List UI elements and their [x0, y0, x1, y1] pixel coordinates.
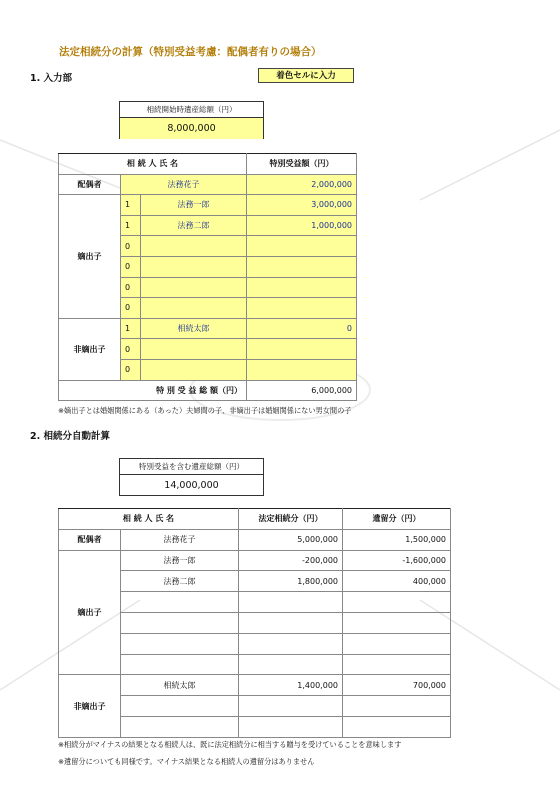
legit-flag-input[interactable]: 1 [121, 215, 141, 236]
estate-start-label: 相続開始時遺産総額（円） [120, 102, 263, 118]
illegit-amount-input[interactable] [247, 339, 357, 360]
spouse-share: 5,000,000 [239, 529, 343, 550]
spouse-amount-input[interactable]: 2,000,000 [247, 174, 357, 195]
legit-flag-input[interactable]: 0 [121, 298, 141, 319]
legit-name-input[interactable] [141, 236, 247, 257]
estate-incl-box [119, 458, 264, 496]
legit-flag-input[interactable]: 1 [121, 195, 141, 216]
page-title: 法定相続分の計算（特別受益考慮：配偶者有りの場合） [59, 46, 322, 58]
legit-reserve [343, 592, 451, 613]
legit-reserve [343, 612, 451, 633]
total-benefit-value: 6,000,000 [247, 380, 357, 401]
legit-name-input[interactable] [141, 256, 247, 277]
legit-share: -200,000 [239, 550, 343, 571]
legit-share: 1,800,000 [239, 571, 343, 592]
legit-reserve: 400,000 [343, 571, 451, 592]
special-benefit-table [58, 153, 357, 401]
estate-start-input[interactable]: 8,000,000 [120, 118, 263, 139]
legit-share [239, 654, 343, 675]
section-input-heading: 1. 入力部 [30, 73, 73, 84]
illegit-flag-input[interactable]: 0 [121, 339, 141, 360]
legit-share [239, 633, 343, 654]
inheritance-share-table [58, 508, 451, 738]
illegit-name-input[interactable]: 相続太郎 [141, 318, 247, 339]
legit-name-input[interactable] [141, 277, 247, 298]
category-legitimate: 嫡出子 [59, 550, 121, 675]
spouse-name: 法務花子 [121, 529, 239, 550]
legit-flag-input[interactable]: 0 [121, 236, 141, 257]
legit-reserve: -1,600,000 [343, 550, 451, 571]
illegit-amount-input[interactable] [247, 359, 357, 380]
illegit-reserve [343, 696, 451, 717]
spouse-reserve: 1,500,000 [343, 529, 451, 550]
legit-amount-input[interactable] [247, 298, 357, 319]
legit-share [239, 592, 343, 613]
total-benefit-label: 特 別 受 益 総 額（円） [59, 380, 247, 401]
header-heir-name: 相 続 人 氏 名 [59, 154, 247, 175]
legit-name: 法務一郎 [121, 550, 239, 571]
illegit-name: 相続太郎 [121, 675, 239, 696]
legit-amount-input[interactable]: 1,000,000 [247, 215, 357, 236]
illegit-share [239, 696, 343, 717]
legit-amount-input[interactable] [247, 256, 357, 277]
legit-reserve [343, 633, 451, 654]
header-legal-share: 法定相続分（円） [239, 509, 343, 530]
input-legend: 着色セルに入力 [258, 68, 354, 83]
category-illegitimate: 非嫡出子 [59, 318, 121, 380]
category-legitimate: 嫡出子 [59, 195, 121, 319]
legit-name [121, 592, 239, 613]
illegit-reserve: 700,000 [343, 675, 451, 696]
note-reserved-share: ※遺留分についても同様です。マイナス結果となる相続人の遺留分はありません [58, 757, 315, 766]
estate-start-box [119, 101, 264, 139]
illegit-flag-input[interactable]: 1 [121, 318, 141, 339]
header-heir-name: 相 続 人 氏 名 [59, 509, 239, 530]
illegit-flag-input[interactable]: 0 [121, 359, 141, 380]
category-illegitimate: 非嫡出子 [59, 675, 121, 737]
illegit-name-input[interactable] [141, 359, 247, 380]
illegit-reserve [343, 716, 451, 737]
note-negative-share: ※相続分がマイナスの結果となる相続人は、既に法定相続分に相当する贈与を受けていることを意味します [58, 740, 402, 749]
estate-incl-label: 特別受益を含む遺産総額（円） [120, 459, 263, 475]
legit-name-input[interactable] [141, 298, 247, 319]
illegit-amount-input[interactable]: 0 [247, 318, 357, 339]
legit-name [121, 633, 239, 654]
header-special-benefit: 特別受益額（円） [247, 154, 357, 175]
legit-amount-input[interactable] [247, 277, 357, 298]
illegit-share: 1,400,000 [239, 675, 343, 696]
legit-name [121, 654, 239, 675]
legit-amount-input[interactable]: 3,000,000 [247, 195, 357, 216]
legit-flag-input[interactable]: 0 [121, 277, 141, 298]
header-reserved-share: 遺留分（円） [343, 509, 451, 530]
legit-name-input[interactable]: 法務一郎 [141, 195, 247, 216]
legit-name-input[interactable]: 法務二郎 [141, 215, 247, 236]
legit-name [121, 612, 239, 633]
section-auto-calc-heading: 2. 相続分自動計算 [30, 431, 111, 442]
spouse-name-input[interactable]: 法務花子 [121, 174, 247, 195]
legit-share [239, 612, 343, 633]
legit-amount-input[interactable] [247, 236, 357, 257]
illegit-share [239, 716, 343, 737]
legit-flag-input[interactable]: 0 [121, 256, 141, 277]
category-spouse: 配偶者 [59, 529, 121, 550]
category-spouse: 配偶者 [59, 174, 121, 195]
legit-reserve [343, 654, 451, 675]
illegit-name [121, 716, 239, 737]
legit-name: 法務二郎 [121, 571, 239, 592]
illegit-name [121, 696, 239, 717]
note-legitimate-definition: ※嫡出子とは婚姻関係にある（あった）夫婦間の子、非嫡出子は婚姻関係にない男女間の子 [58, 406, 352, 415]
illegit-name-input[interactable] [141, 339, 247, 360]
estate-incl-value: 14,000,000 [164, 480, 219, 491]
